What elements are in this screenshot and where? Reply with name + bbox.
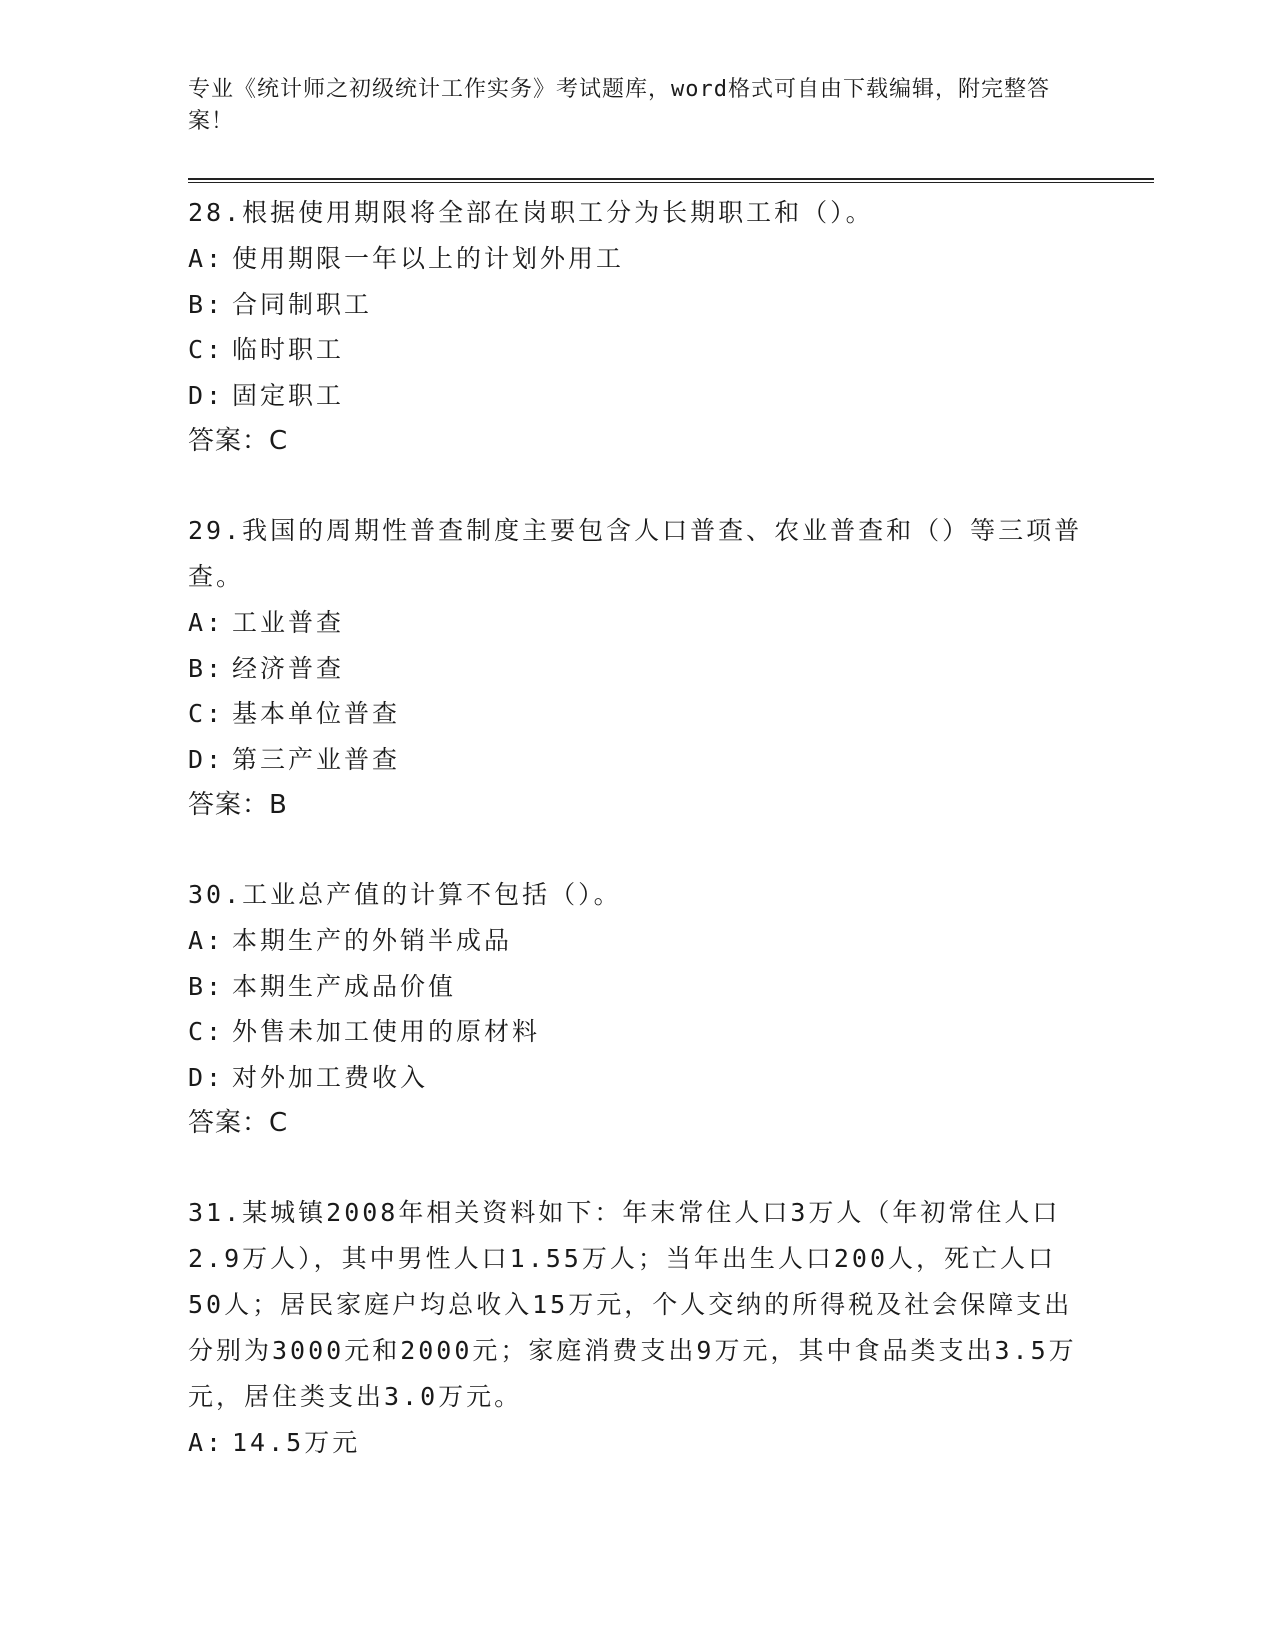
option-text: 第三产业普查	[232, 744, 401, 774]
option-c	[188, 691, 1088, 737]
option-d	[188, 373, 1088, 419]
option-b	[188, 964, 1088, 1010]
question-30	[188, 872, 1088, 1146]
option-letter: A:	[188, 926, 225, 955]
option-b	[188, 646, 1088, 692]
option-letter: D:	[188, 380, 225, 410]
option-c	[188, 327, 1088, 373]
option-text: 临时职工	[232, 335, 345, 364]
option-a	[188, 918, 1088, 964]
option-text: 工业普查	[232, 608, 345, 637]
option-text: 基本单位普查	[232, 699, 401, 728]
question-31	[188, 1190, 1088, 1466]
option-b	[188, 282, 1088, 328]
question-28	[188, 190, 1088, 464]
option-letter: A:	[188, 608, 225, 637]
question-list	[188, 190, 1088, 1510]
option-c	[188, 1009, 1088, 1055]
option-text: 固定职工	[232, 380, 345, 410]
option-a	[188, 236, 1088, 282]
option-letter: C:	[188, 335, 225, 364]
option-d	[188, 737, 1088, 783]
option-letter: C:	[188, 1017, 225, 1046]
question-stem: 30.工业总产值的计算不包括（）。	[188, 880, 622, 909]
option-letter: D:	[188, 1062, 225, 1092]
option-letter: B:	[188, 971, 225, 1001]
option-a	[188, 600, 1088, 646]
option-a	[188, 1420, 1088, 1466]
option-text: 本期生产成品价值	[232, 971, 457, 1001]
option-text: 使用期限一年以上的计划外用工	[232, 244, 625, 273]
option-letter: B:	[188, 653, 225, 683]
option-text: 对外加工费收入	[232, 1062, 429, 1092]
option-d	[188, 1055, 1088, 1101]
option-text: 14.5万元	[232, 1428, 361, 1457]
option-text: 本期生产的外销半成品	[232, 926, 513, 955]
header-divider	[188, 178, 1154, 183]
option-letter: A:	[188, 244, 225, 273]
answer: 答案：B	[188, 790, 288, 820]
question-stem: 31.某城镇2008年相关资料如下：年末常住人口3万人（年初常住人口2.9万人），其中男性人口1.55万人；当年出生人口200人，死亡人口50人；居民家庭户均总收入15万元，个人交纳的所得税及社会保障支出分别为3000元和2000元；家庭消费支出9万元，其中食品类支出3.5万元，居住类支出3.0万元。	[188, 1198, 1077, 1411]
option-letter: C:	[188, 699, 225, 728]
option-text: 外售未加工使用的原材料	[232, 1017, 541, 1046]
option-letter: D:	[188, 744, 225, 774]
question-stem: 28.根据使用期限将全部在岗职工分为长期职工和（）。	[188, 198, 874, 227]
option-text: 经济普查	[232, 653, 345, 683]
answer: 答案：C	[188, 1108, 289, 1138]
question-stem: 29.我国的周期性普查制度主要包含人口普查、农业普查和（）等三项普查。	[188, 516, 1083, 591]
answer: 答案：C	[188, 426, 289, 456]
option-letter: A:	[188, 1428, 225, 1457]
option-text: 合同制职工	[232, 289, 373, 319]
option-letter: B:	[188, 289, 225, 319]
question-29	[188, 508, 1088, 828]
document-header: 专业《统计师之初级统计工作实务》考试题库，word格式可自由下载编辑，附完整答案！	[188, 77, 1050, 134]
